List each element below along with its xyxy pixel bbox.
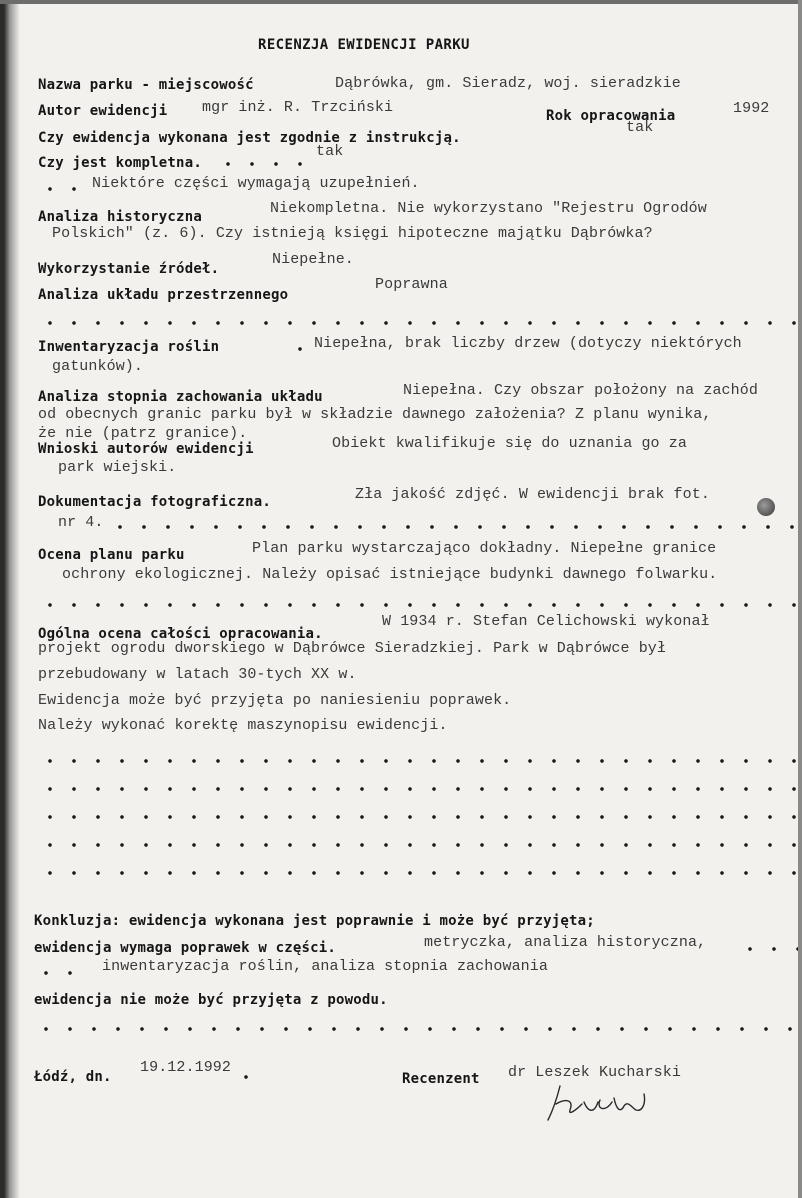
label-instrukcja: Czy ewidencja wykonana jest zgodnie z instrukcją. — [38, 130, 461, 146]
leader-dots — [38, 758, 798, 764]
leader-dots — [38, 602, 798, 608]
leader-dots — [38, 786, 798, 792]
label-zrodla: Wykorzystanie źródeł. — [38, 261, 220, 277]
scan-edge-right — [798, 0, 802, 1198]
value-instrukcja: tak — [626, 119, 654, 136]
value-stopien-3: że nie (patrz granice). — [38, 425, 248, 442]
scan-edge-top — [0, 0, 802, 4]
value-kompletna: tak — [316, 143, 344, 160]
leader-dots — [216, 161, 312, 167]
value-ogolna-3: przebudowany w latach 30-tych XX w. — [38, 666, 357, 683]
value-historyczna-1: Niekompletna. Nie wykorzystano "Rejestru Ogrodów — [270, 200, 707, 217]
konkluzja-value-3: inwentaryzacja roślin, analiza stopnia zachowania — [102, 958, 548, 975]
label-wnioski: Wnioski autorów ewidencji — [38, 441, 254, 457]
label-plan: Ocena planu parku — [38, 547, 185, 563]
scan-edge-left — [0, 0, 20, 1198]
label-kompletna: Czy jest kompletna. — [38, 155, 202, 171]
label-foto: Dokumentacja fotograficzna. — [38, 494, 271, 510]
konkluzja-label-2: ewidencja wymaga poprawek w części. — [34, 940, 337, 956]
punch-hole — [757, 498, 775, 516]
value-ogolna-4: Ewidencja może być przyjęta po naniesieniu poprawek. — [38, 692, 512, 709]
label-inwentaryzacja: Inwentaryzacja roślin — [38, 339, 220, 355]
label-historyczna: Analiza historyczna — [38, 209, 202, 225]
leader-dots — [38, 842, 798, 848]
value-zrodla: Niepełne. — [272, 251, 354, 268]
value-stopien-2: od obecnych granic parku był w składzie dawnego założenia? Z planu wynika, — [38, 406, 712, 423]
signature-icon — [540, 1080, 660, 1130]
leader-dots — [288, 346, 314, 352]
leader-dots — [34, 970, 84, 976]
value-inwentaryzacja-2: gatunków). — [52, 358, 144, 375]
label-stopien: Analiza stopnia zachowania układu — [38, 389, 323, 405]
value-uklad: Poprawna — [375, 276, 448, 293]
date-value: 19.12.1992 — [140, 1059, 232, 1076]
value-ogolna-5: Należy wykonać korektę maszynopisu ewidencji. — [38, 717, 448, 734]
reviewer-label: Recenzent — [402, 1071, 480, 1087]
leader-dots — [38, 186, 88, 192]
value-wnioski-2: park wiejski. — [58, 459, 177, 476]
leader-dots — [34, 1026, 798, 1032]
konkluzja-label-4: ewidencja nie może być przyjęta z powodu. — [34, 992, 388, 1008]
value-nazwa: Dąbrówka, gm. Sieradz, woj. sieradzkie — [335, 75, 681, 92]
label-uklad: Analiza układu przestrzennego — [38, 287, 289, 303]
value-foto-1: Zła jakość zdjęć. W ewidencji brak fot. — [355, 486, 710, 503]
value-inwentaryzacja-1: Niepełna, brak liczby drzew (dotyczy niektórych — [314, 335, 742, 352]
leader-dots — [234, 1074, 260, 1080]
value-wnioski-1: Obiekt kwalifikuje się do uznania go za — [332, 435, 687, 452]
value-plan-2: ochrony ekologicznej. Należy opisać istniejące budynki dawnego folwarku. — [62, 566, 718, 583]
konkluzja-value-2: metryczka, analiza historyczna, — [424, 934, 707, 951]
konkluzja-line-1: Konkluzja: ewidencja wykonana jest poprawnie i może być przyjęta; — [34, 913, 595, 929]
label-autor: Autor ewidencji — [38, 103, 168, 119]
document-title: RECENZJA EWIDENCJI PARKU — [258, 37, 470, 53]
label-rok: Rok opracowania — [546, 108, 676, 124]
value-ogolna-1: W 1934 r. Stefan Celichowski wykonał — [382, 613, 710, 630]
value-foto-2: nr 4. — [58, 514, 104, 531]
label-nazwa: Nazwa parku - miejscowość — [38, 77, 254, 93]
value-autor: mgr inż. R. Trzciński — [202, 99, 394, 116]
label-ogolna: Ogólna ocena całości opracowania. — [38, 626, 323, 642]
leader-dots — [38, 870, 798, 876]
leader-dots — [738, 946, 798, 952]
value-stopien-1: Niepełna. Czy obszar położony na zachód — [403, 382, 758, 399]
value-historyczna-2: Polskich" (z. 6). Czy istnieją księgi hipoteczne majątku Dąbrówka? — [52, 225, 653, 242]
place-label: Łódź, dn. — [34, 1069, 112, 1085]
reviewer-name: dr Leszek Kucharski — [508, 1064, 681, 1081]
value-ogolna-2: projekt ogrodu dworskiego w Dąbrówce Sieradzkiej. Park w Dąbrówce był — [38, 640, 667, 657]
leader-dots — [38, 320, 798, 326]
leader-dots — [38, 814, 798, 820]
value-plan-1: Plan parku wystarczająco dokładny. Niepełne granice — [252, 540, 717, 557]
value-rok: 1992 — [733, 100, 770, 117]
value-kompletna-note: Niektóre części wymagają uzupełnień. — [92, 175, 420, 192]
leader-dots — [108, 524, 798, 530]
